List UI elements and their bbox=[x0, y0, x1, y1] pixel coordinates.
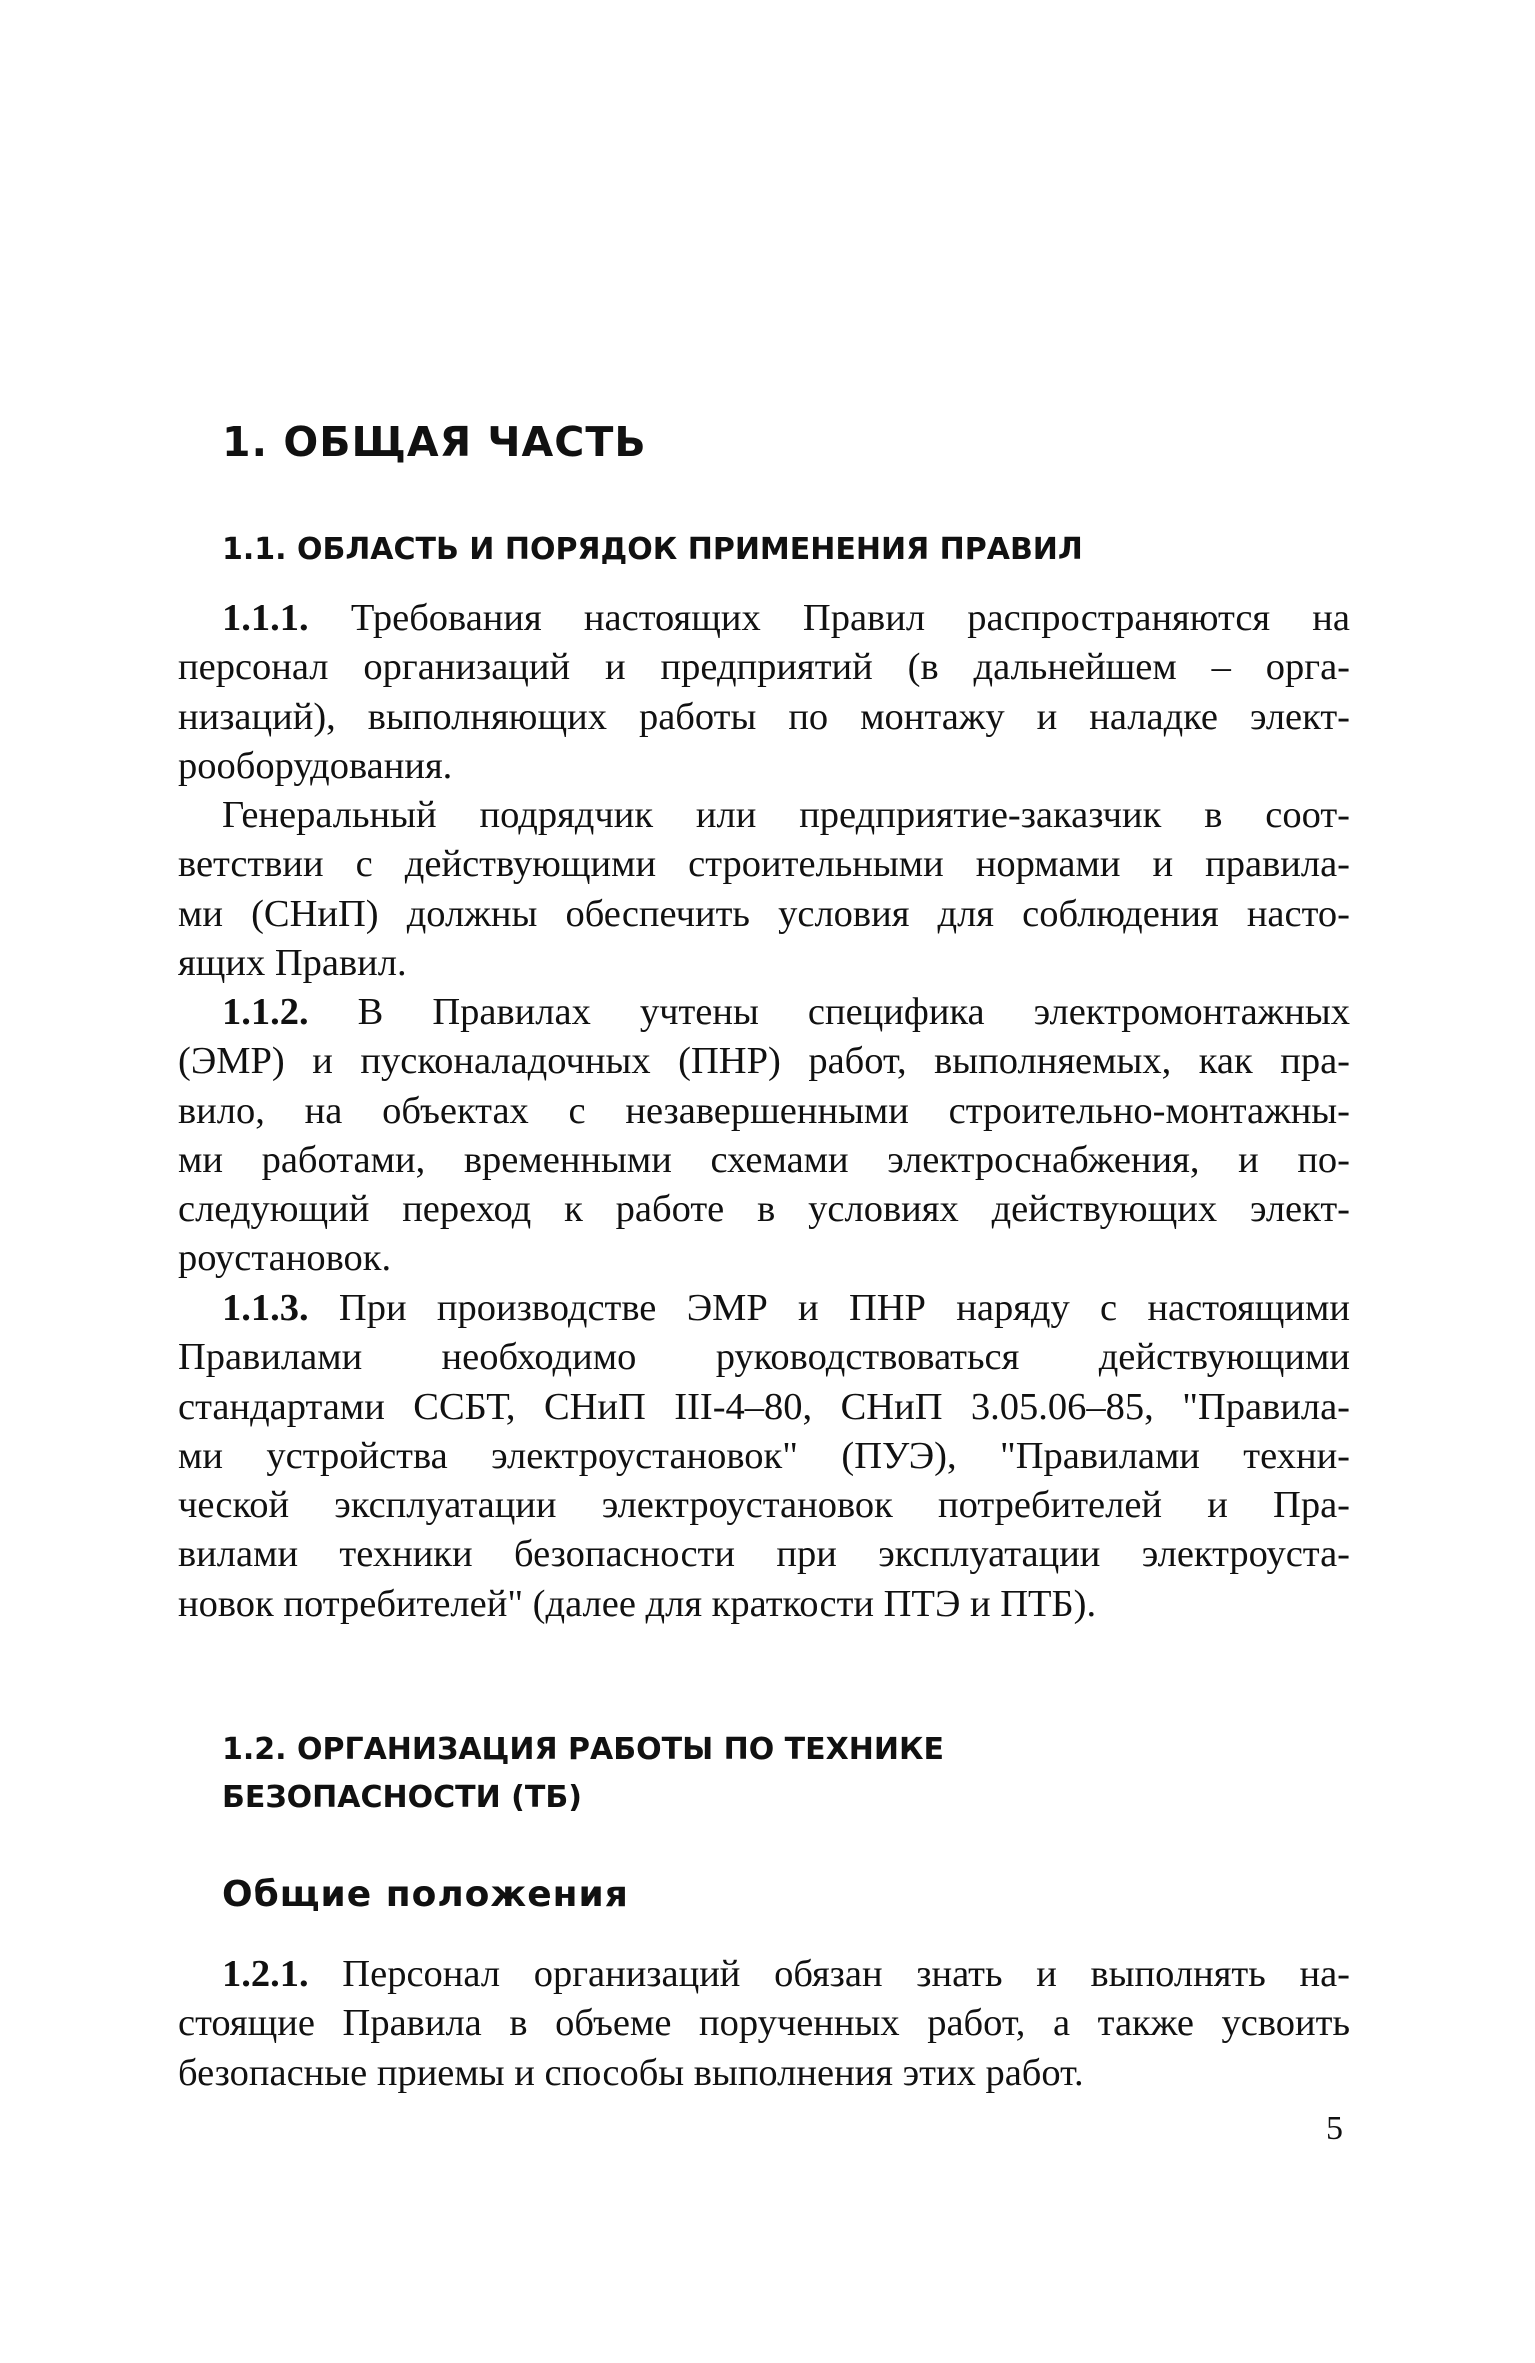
text-line: стандартами ССБТ, СНиП III-4–80, СНиП 3.05.06–85, "Правила- bbox=[178, 1385, 1350, 1428]
text-line: стоящие Правила в объеме порученных работ, а также усвоить bbox=[178, 2002, 1350, 2045]
paragraph-1-1-1 bbox=[178, 594, 1350, 791]
text-line: Генеральный подрядчик или предприятие-заказчик в соот- bbox=[222, 794, 1350, 836]
text-line: 1.1.1. Требования настоящих Правил распространяются на bbox=[222, 597, 1350, 639]
text-line: ветствии с действующими строительными нормами и правила- bbox=[178, 843, 1350, 886]
section-title-1-1: 1.1. ОБЛАСТЬ И ПОРЯДОК ПРИМЕНЕНИЯ ПРАВИЛ bbox=[222, 532, 1083, 567]
text-line: 1.1.2. В Правилах учтены специфика электромонтажных bbox=[222, 991, 1350, 1033]
text-line: (ЭМР) и пусконаладочных (ПНР) работ, выполняемых, как пра- bbox=[178, 1040, 1350, 1083]
clause-number: 1.2.1. bbox=[222, 1953, 309, 1995]
text-line: роустановок. bbox=[178, 1237, 392, 1280]
text-line: новок потребителей" (далее для краткости ПТЭ и ПТБ). bbox=[178, 1582, 1097, 1625]
text-line: 1.1.3. При производстве ЭМР и ПНР наряду с настоящими bbox=[222, 1287, 1350, 1329]
subsection-title: Общие положения bbox=[222, 1874, 629, 1915]
clause-number: 1.1.3. bbox=[222, 1287, 309, 1329]
text-line: ческой эксплуатации электроустановок потребителей и Пра- bbox=[178, 1484, 1350, 1527]
chapter-title: 1. ОБЩАЯ ЧАСТЬ bbox=[222, 418, 647, 466]
text-line: Правилами необходимо руководствоваться действующими bbox=[178, 1336, 1350, 1379]
clause-number: 1.1.1. bbox=[222, 597, 309, 639]
text-line: ящих Правил. bbox=[178, 941, 407, 984]
page-number: 5 bbox=[1326, 2110, 1343, 2147]
section-title-1-2: 1.2. ОРГАНИЗАЦИЯ РАБОТЫ ПО ТЕХНИКЕ БЕЗОПАСНОСТИ (ТБ) bbox=[222, 1732, 944, 1815]
text-line: низаций), выполняющих работы по монтажу и наладке элект- bbox=[178, 695, 1350, 738]
text-line: персонал организаций и предприятий (в дальнейшем – орга- bbox=[178, 646, 1350, 689]
clause-number: 1.1.2. bbox=[222, 991, 309, 1033]
text-line: вилами техники безопасности при эксплуатации электроуста- bbox=[178, 1533, 1350, 1576]
text-line: рооборудования. bbox=[178, 744, 453, 787]
paragraph-1-1-2 bbox=[178, 988, 1350, 1284]
text-line: ми работами, временными схемами электроснабжения, и по- bbox=[178, 1138, 1350, 1181]
text-line: безопасные приемы и способы выполнения этих работ. bbox=[178, 2051, 1084, 2094]
text-line: вило, на объектах с незавершенными строительно-монтажны- bbox=[178, 1089, 1350, 1132]
paragraph-1-1-3 bbox=[178, 1284, 1350, 1629]
text-line: ми (СНиП) должны обеспечить условия для соблюдения насто- bbox=[178, 892, 1350, 935]
text-line: 1.2.1. Персонал организаций обязан знать и выполнять на- bbox=[222, 1953, 1350, 1995]
paragraph-1-2-1 bbox=[178, 1950, 1350, 2098]
text-line: ми устройства электроустановок" (ПУЭ), "Правилами техни- bbox=[178, 1434, 1350, 1477]
paragraph-general-contractor bbox=[178, 791, 1350, 988]
text-line: следующий переход к работе в условиях действующих элект- bbox=[178, 1188, 1350, 1231]
